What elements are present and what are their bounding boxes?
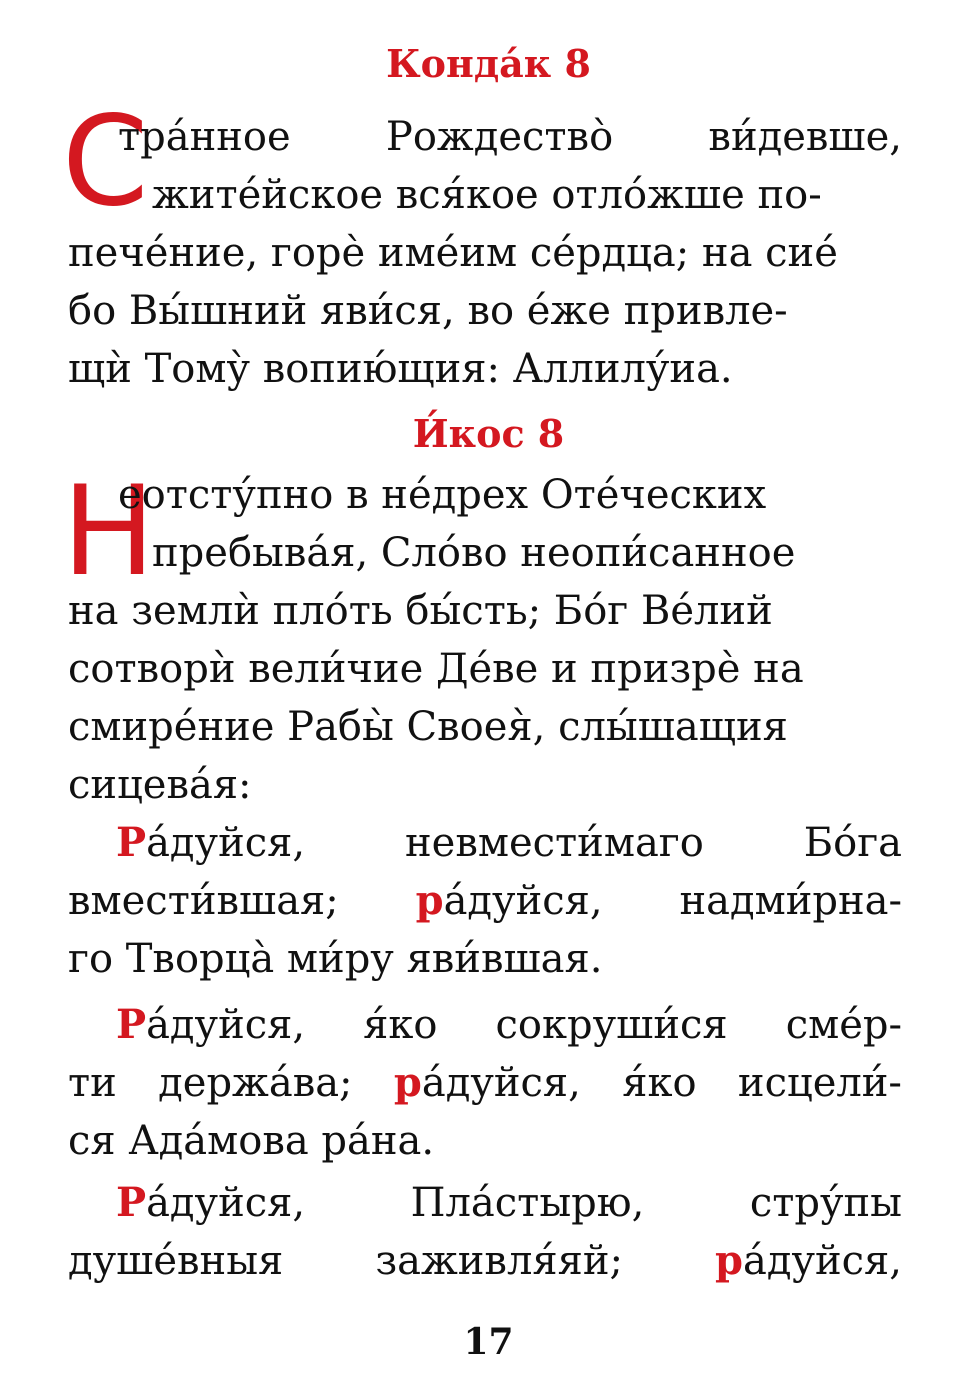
word: пребыва́я, Сло́во неопи́санное (152, 530, 796, 576)
kondak-heading: Конда́к 8 (386, 41, 591, 86)
kondak-dropcap: С (62, 90, 149, 234)
word: на землѝ пло́ть бы́сть; Бо́г Ве́лий (68, 588, 773, 634)
word: ся Ада́мова ра́на. (68, 1118, 435, 1164)
red-initial-letter: Р (116, 819, 147, 866)
word: сме́р- (785, 1002, 902, 1048)
word: тра́нное (118, 114, 291, 160)
word: ра́дуйся, (415, 877, 603, 924)
page-number: 17 (463, 1321, 514, 1363)
text-line (152, 170, 822, 220)
word: Пла́стырю, (410, 1180, 645, 1226)
ikos-dropcap: Н (62, 460, 156, 604)
hymn-line (68, 1236, 902, 1286)
red-initial-letter: Р (116, 1179, 147, 1226)
word: невмести́маго (405, 820, 704, 866)
word: смире́ние Рабы̀ Своея̀, слы́шащия (68, 704, 788, 750)
word: ра́дуйся, (393, 1059, 581, 1106)
text-line (118, 470, 766, 520)
word: щѝ Тому̀ вопию́щия: Аллилу́иа. (68, 346, 733, 392)
hymn-line (116, 1178, 902, 1228)
word: вмести́вшая; (68, 878, 339, 924)
word: душе́вныя (68, 1238, 284, 1284)
word: держа́ва; (158, 1060, 353, 1106)
word: ра́дуйся, (715, 1237, 902, 1284)
text-line (68, 344, 733, 394)
text-line (68, 702, 788, 752)
word: Рождество̀ (385, 114, 614, 160)
word: Ра́дуйся, (116, 1001, 306, 1048)
text-line (152, 528, 795, 578)
word: го Творца̀ ми́ру яви́вшая. (68, 936, 603, 982)
word: Ра́дуйся, (116, 819, 306, 866)
word: сотворѝ вели́чие Де́ве и призрѐ на (68, 646, 804, 692)
text-line (68, 644, 804, 694)
word: бо Вы́шний яви́ся, во е́же привле- (68, 288, 788, 334)
ikos-heading: И́кос 8 (412, 411, 565, 456)
red-initial-letter: р (715, 1237, 743, 1284)
word: я́ко (363, 1002, 438, 1048)
word: надми́рна- (679, 878, 902, 924)
hymn-line (68, 876, 902, 926)
hymn-line (116, 818, 902, 868)
word: жите́йское вся́кое отло́жше по- (152, 172, 822, 218)
text-line (68, 760, 252, 810)
word: ви́девше, (708, 114, 902, 160)
word: ти (68, 1060, 117, 1106)
hymn-line (116, 1000, 902, 1050)
word: исцели́- (737, 1060, 902, 1106)
text-line (68, 586, 773, 636)
hymn-line (68, 1058, 902, 1108)
word: сокруши́ся (495, 1002, 728, 1048)
hymn-line (68, 1116, 434, 1166)
text-line (118, 112, 902, 162)
word: сицева́я: (68, 762, 252, 808)
word: заживля́яй; (375, 1238, 623, 1284)
red-initial-letter: Р (116, 1001, 147, 1048)
word: Ра́дуйся, (116, 1179, 306, 1226)
word: стру́пы (749, 1180, 902, 1226)
word: пече́ние, горѐ име́им се́рдца; на сие́ (68, 230, 838, 276)
red-initial-letter: р (415, 877, 444, 924)
red-initial-letter: р (393, 1059, 422, 1106)
hymn-line (68, 934, 602, 984)
word: еотсту́пно в не́дрех Оте́ческих (118, 472, 767, 518)
word: Бо́га (803, 820, 902, 866)
word: я́ко (622, 1060, 697, 1106)
text-line (68, 286, 788, 336)
text-line (68, 228, 838, 278)
